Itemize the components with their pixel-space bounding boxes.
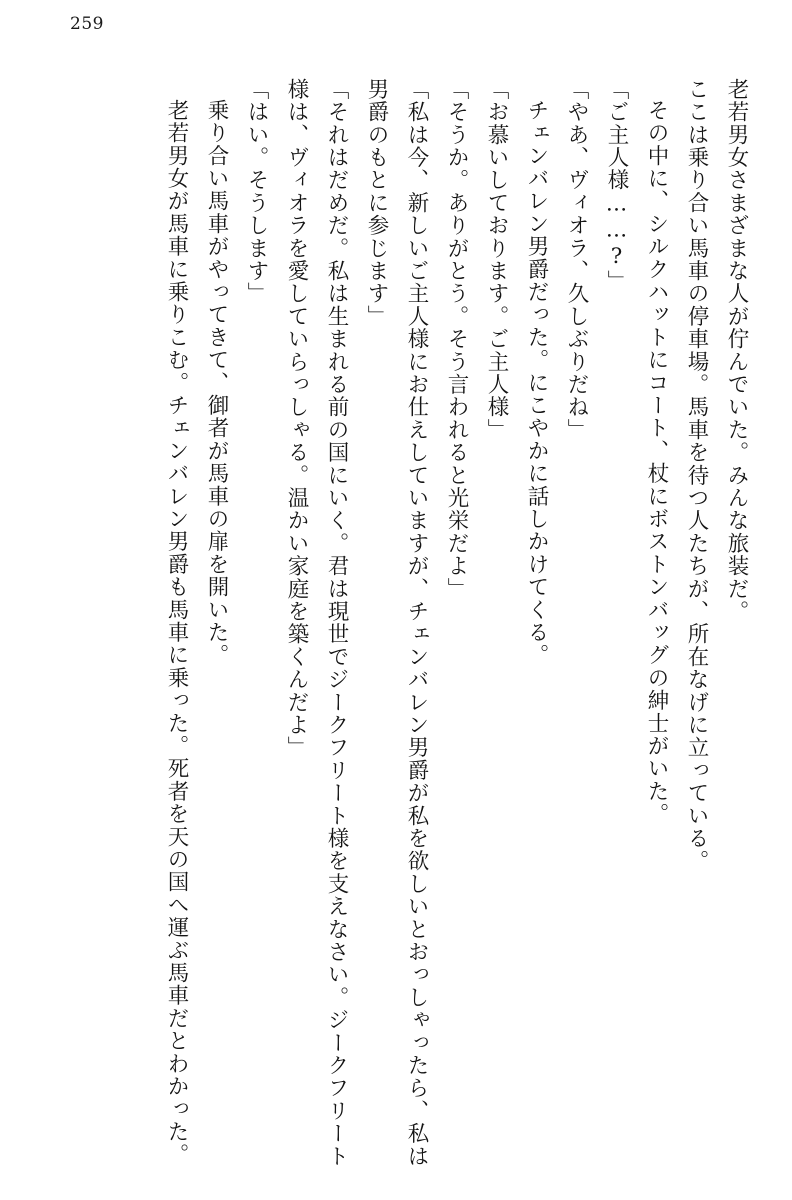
paragraph: 乗り合い馬車がやってきて、御者が馬車の扉を開いた。 — [204, 99, 229, 667]
paragraph: その中に、シルクハットにコート、杖にボストンバッグの紳士がいた。 — [644, 99, 669, 826]
paragraph: 「それはだめだ。私は生まれる前の国にいく。君は現世でジークフリート様を支えなさい。ジークフリート様は、ヴィオラを愛していらっしゃる。温かい家庭を築くんだよ」 — [284, 78, 349, 1168]
paragraph: 「そうか。ありがとう。そう言われると光栄だよ」 — [444, 78, 469, 601]
novel-body-text — [36, 78, 756, 1168]
paragraph: チェンバレン男爵だった。にこやかに話しかけてくる。 — [524, 99, 549, 667]
page-number: 259 — [70, 14, 104, 34]
paragraph: 「はい。そうします」 — [244, 78, 269, 305]
paragraph: 老若男女さまざまな人が佇んでいた。みんな旅装だ。 — [724, 78, 749, 623]
paragraph: 「やあ、ヴィオラ、久しぶりだね」 — [564, 78, 589, 442]
paragraph: 「お慕いしております。ご主人様」 — [484, 78, 509, 442]
paragraph: 「私は今、新しいご主人様にお仕えしていますが、チェンバレン男爵が私を欲しいとおっしゃったら、私は男爵のもとに参じます」 — [364, 78, 429, 1168]
paragraph: 老若男女が馬車に乗りこむ。チェンバレン男爵も馬車に乗った。死者を天の国へ運ぶ馬車だとわかった。 — [164, 99, 189, 1166]
paragraph: ここは乗り合い馬車の停車場。馬車を待つ人たちが、所在なげに立っている。 — [684, 78, 709, 873]
paragraph: 「ご主人様……?」 — [604, 78, 629, 293]
